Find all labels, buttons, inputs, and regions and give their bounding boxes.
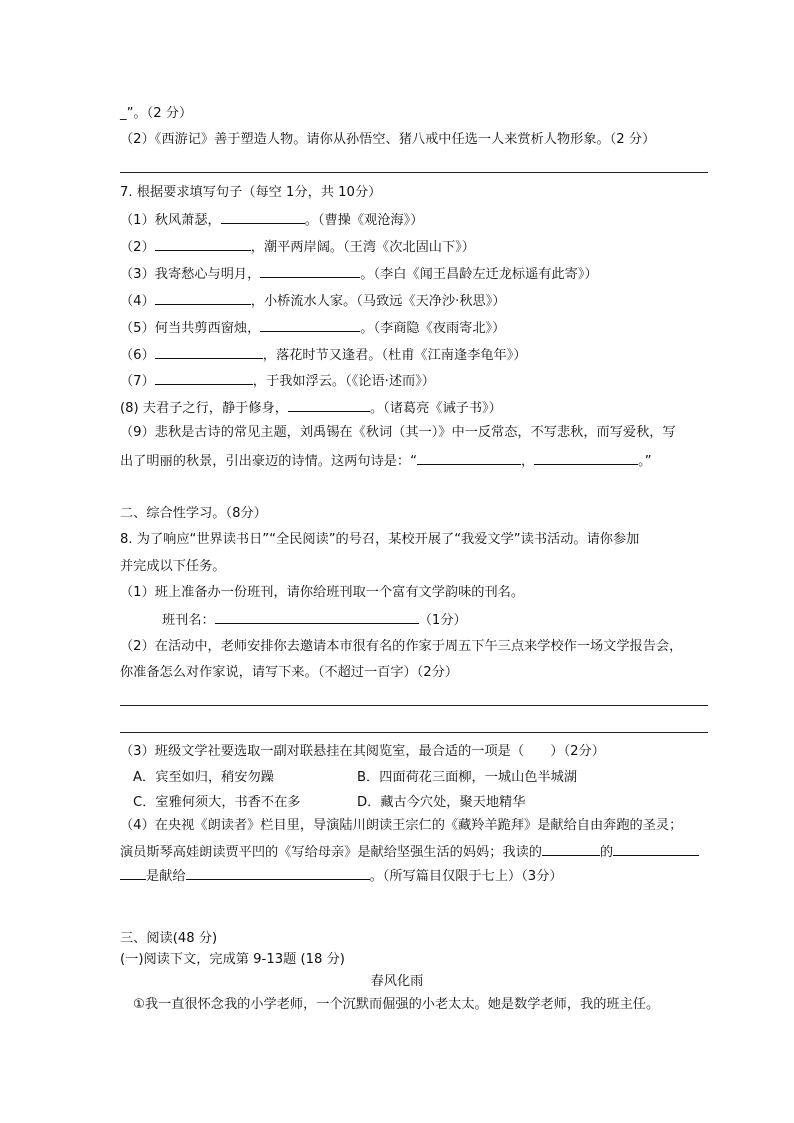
q7-line-4	[120, 291, 506, 311]
q7-line-8	[120, 398, 502, 418]
fill-blank[interactable]	[534, 451, 638, 465]
q8-sub-4-line-3	[120, 866, 563, 886]
q7-line-5-source: 。（李商隐《夜雨寄北》）	[360, 321, 506, 336]
q7-line-1-source: 。（曹操《观沧海》）	[304, 213, 424, 228]
fill-blank[interactable]	[120, 866, 146, 880]
q7-line-3-source: 。（李白《闻王昌龄左迁龙标遥有此寄》）	[360, 267, 598, 282]
option-c[interactable]: C．室雅何须大，书香不在多	[133, 795, 301, 810]
answer-line[interactable]	[120, 172, 708, 173]
option-d[interactable]: D．藏古今穴处，聚天地精华	[357, 795, 526, 810]
reading-part-1: (一)阅读下文，完成第 9-13题 (18 分)	[120, 952, 345, 967]
q7-line-1	[120, 210, 423, 230]
close-quote: 。”	[638, 454, 652, 469]
q8-line-2: 并完成以下任务。	[120, 559, 226, 574]
journal-name-label: 班刊名：	[162, 613, 215, 628]
dedicated-to: 是献给	[146, 869, 186, 884]
q7-line-7-text: ，于我如浮云。（《论语·述而》）	[252, 374, 435, 389]
q7-line-3-text: （3）我寄愁心与明月，	[120, 267, 261, 282]
q7-title: 7. 根据要求填写句子（每空 1分，共 10分）	[120, 185, 382, 200]
q7-line-3	[120, 264, 598, 284]
option-b[interactable]: B．四面荷花三面柳，一城山色半城湖	[357, 770, 578, 785]
q8-line-1: 8. 为了响应“世界读书日”“全民阅读”的号召，某校开展了“我爱文学”读书活动。请你参加	[120, 532, 640, 547]
q7-line-9: （9）悲秋是古诗的常见主题，刘禹锡在《秋词（其一）》中一反常态，不写悲秋，而写爱秋，写	[120, 425, 676, 440]
q7-line-6-num: （6）	[120, 348, 155, 363]
journal-name-blank[interactable]	[215, 610, 419, 624]
q7-line-6	[120, 345, 527, 365]
answer-line[interactable]	[120, 732, 708, 733]
fill-blank[interactable]	[260, 264, 360, 278]
fill-blank[interactable]	[221, 210, 305, 224]
fill-blank[interactable]	[186, 866, 370, 880]
q8-sub-4-note: 。（所写篇目仅限于七上）（3分）	[369, 869, 563, 884]
q7-line-4-num: （4）	[120, 294, 155, 309]
q7-line-8-text: (8) 夫君子之行，静于修身，	[120, 401, 288, 416]
options-row-2	[133, 794, 525, 812]
q6-sub2: （2）《西游记》善于塑造人物。请你从孙悟空、猪八戒中任选一人来赏析人物形象。（2 分）	[120, 132, 656, 147]
q8-sub-4-text: 演员斯琴高娃朗读贾平凹的《写给母亲》是献给坚强生活的妈妈；我读的	[120, 845, 542, 860]
fill-blank[interactable]	[417, 451, 521, 465]
q8-sub-1: （1）班上准备办一份班刊，请你给班刊取一个富有文学韵味的刊名。	[120, 585, 525, 600]
fill-blank[interactable]	[155, 345, 263, 359]
q7-line-5-text: （5）何当共剪西窗烛，	[120, 321, 261, 336]
q8-sub-2-line-1: （2）在活动中，老师安排你去邀请本市很有名的作家于周五下午三点来学校作一场文学报告会，	[120, 639, 683, 654]
fill-blank[interactable]	[155, 371, 253, 385]
q7-line-5	[120, 318, 505, 338]
q7-line-10-text: 出了明丽的秋景，引出豪迈的诗情。这两句诗是：“	[120, 454, 417, 469]
article-paragraph-1: ①我一直很怀念我的小学老师，一个沉默而倔强的小老太太。她是数学老师，我的班主任。	[133, 997, 660, 1012]
q8-sub-2-line-2: 你准备怎么对作家说，请写下来。（不超过一百字）（2分）	[120, 665, 459, 680]
de-char: 的	[600, 845, 614, 860]
q7-line-10	[120, 451, 652, 471]
fill-blank[interactable]	[288, 398, 370, 412]
score: （1分）	[418, 613, 467, 628]
q7-line-2-text: ，潮平两岸阔。（王湾《次北固山下》）	[250, 240, 475, 255]
section-3-title: 三、阅读(48 分)	[120, 931, 218, 946]
option-a[interactable]: A．宾至如归，稍安勿躁	[133, 770, 274, 785]
answer-line[interactable]	[120, 705, 708, 706]
q7-line-7	[120, 371, 435, 391]
fill-blank[interactable]	[260, 318, 360, 332]
fill-blank[interactable]	[542, 842, 600, 856]
article-title: 春风化雨	[370, 974, 424, 989]
q8-sub-3: （3）班级文学社要选取一副对联悬挂在其阅览室，最合适的一项是（ ）（2分）	[120, 744, 605, 759]
q6-tail: _”。（2 分）	[120, 106, 193, 121]
q8-sub-4-line-1: （4）在央视《朗读者》栏目里，导演陆川朗读王宗仁的《藏羚羊跪拜》是献给自由奔跑的圣灵；	[120, 818, 683, 833]
q7-line-2	[120, 237, 475, 257]
q7-line-2-num: （2）	[120, 240, 155, 255]
options-row-1	[133, 769, 577, 787]
q7-line-8-source: 。（诸葛亮《诫子书》）	[369, 401, 502, 416]
q7-line-6-text: ，落花时节又逢君。（杜甫《江南逢李龟年》）	[262, 348, 527, 363]
q7-line-7-num: （7）	[120, 374, 155, 389]
fill-blank[interactable]	[613, 842, 699, 856]
section-2-title: 二、综合性学习。（8分）	[120, 506, 267, 521]
fill-blank[interactable]	[155, 291, 251, 305]
fill-blank[interactable]	[155, 237, 251, 251]
q7-line-1-text: （1）秋风萧瑟，	[120, 213, 221, 228]
journal-name-row	[162, 610, 467, 630]
q7-line-4-text: ，小桥流水人家。（马致远《天净沙·秋思》）	[250, 294, 506, 309]
q8-sub-4-line-2	[120, 842, 699, 862]
comma: ，	[520, 454, 535, 469]
